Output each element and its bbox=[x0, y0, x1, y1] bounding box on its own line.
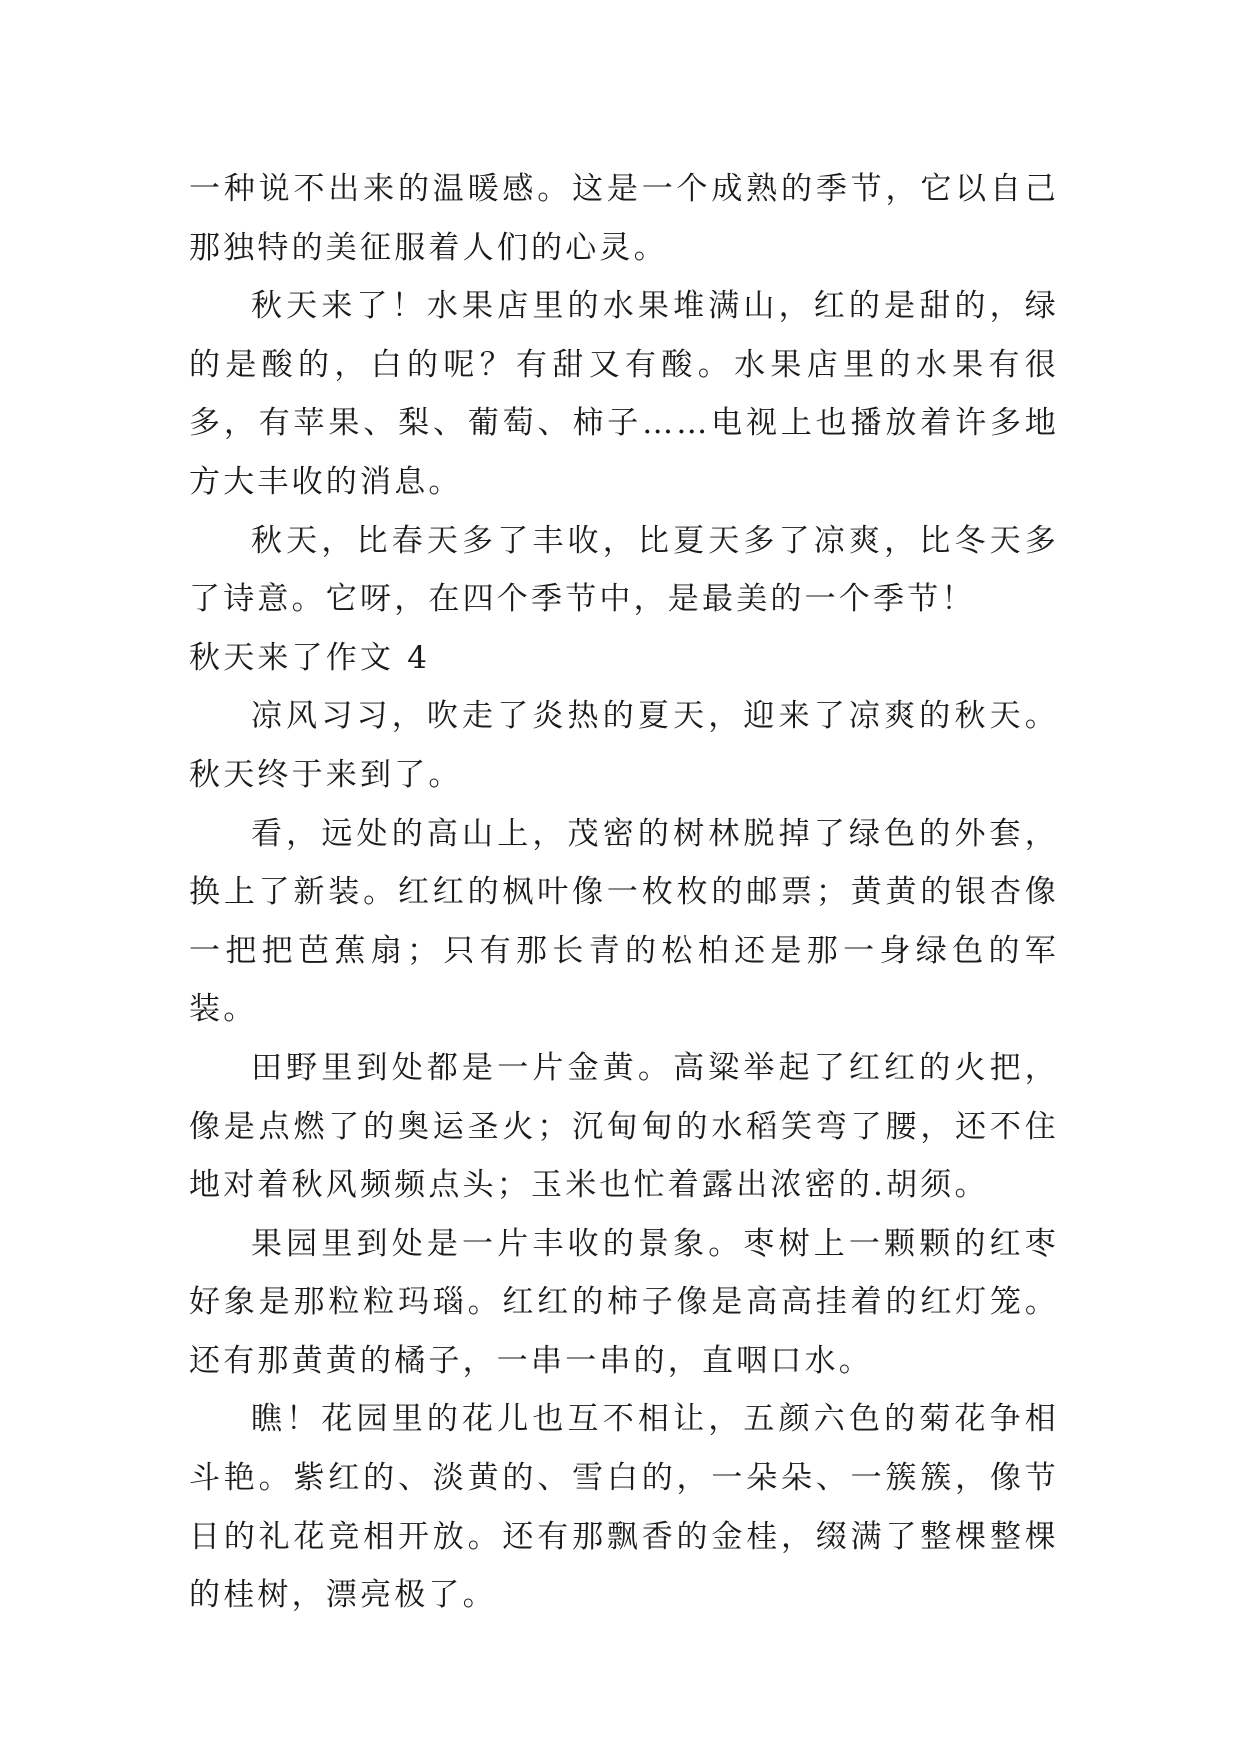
paragraph-orchard: 果园里到处是一片丰收的景象。枣树上一颗颗的红枣好象是那粒粒玛瑙。红红的柿子像是高高挂着的红灯笼。还有那黄黄的橘子，一串一串的，直咽口水。 bbox=[189, 1225, 1059, 1379]
paragraph-field: 田野里到处都是一片金黄。高粱举起了红红的火把，像是点燃了的奥运圣火；沉甸甸的水稻笑弯了腰，还不住地对着秋风频频点头；玉米也忙着露出浓密的.胡须。 bbox=[189, 1049, 1059, 1204]
paragraph-compare-seasons: 秋天，比春天多了丰收，比夏天多了凉爽，比冬天多了诗意。它呀，在四个季节中，是最美的一个季节！ bbox=[189, 522, 1059, 618]
paragraph-mountain: 看，远处的高山上，茂密的树林脱掉了绿色的外套，换上了新装。红红的枫叶像一枚枚的邮票；黄黄的银杏像一把把芭蕉扇；只有那长青的松柏还是那一身绿色的军装。 bbox=[189, 815, 1059, 1028]
paragraph-fruit-shop: 秋天来了！水果店里的水果堆满山，红的是甜的，绿的是酸的，白的呢？有甜又有酸。水果店里的水果有很多，有苹果、梨、葡萄、柿子……电视上也播放着许多地方大丰收的消息。 bbox=[189, 288, 1059, 500]
document-body bbox=[189, 160, 1059, 1625]
paragraph-cool-wind: 凉风习习，吹走了炎热的夏天，迎来了凉爽的秋天。秋天终于来到了。 bbox=[189, 698, 1059, 793]
section-title: 秋天来了作文 4 bbox=[189, 639, 431, 676]
paragraph-garden: 瞧！花园里的花儿也互不相让，五颜六色的菊花争相斗艳。紫红的、淡黄的、雪白的，一朵朵、一簇簇，像节日的礼花竞相开放。还有那飘香的金桂，缀满了整棵整棵的桂树，漂亮极了。 bbox=[189, 1401, 1059, 1614]
paragraph-continued: 一种说不出来的温暖感。这是一个成熟的季节，它以自己那独特的美征服着人们的心灵。 bbox=[189, 171, 1059, 266]
